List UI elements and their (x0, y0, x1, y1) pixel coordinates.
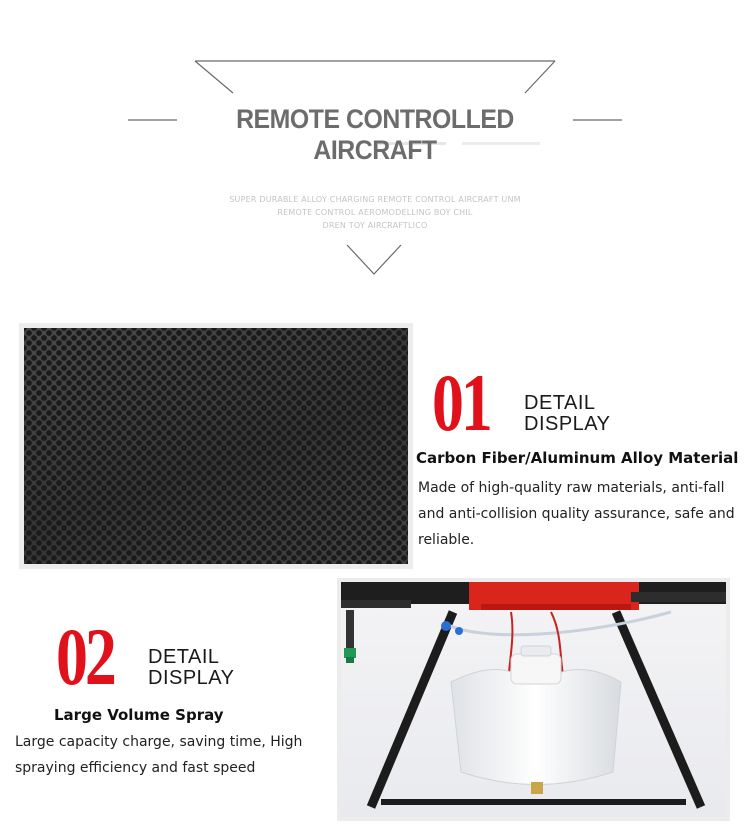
section-number-01: 01 (432, 357, 490, 448)
section-number-02: 02 (56, 611, 114, 702)
subtitle-line-1: SUPER DURABLE ALLOY CHARGING REMOTE CONTROL AIRCRAFT UNM (229, 195, 521, 204)
top-frame-line-right (525, 61, 555, 93)
body-line: reliable. (418, 532, 475, 548)
body-line: Made of high-quality raw materials, anti-fall (418, 480, 725, 496)
section-title-02: Large Volume Spray (54, 706, 224, 724)
section-body-01 (418, 475, 748, 553)
bottom-chevron (347, 245, 401, 274)
carbon-fiber-image (19, 323, 413, 569)
drone-illustration (341, 582, 726, 817)
detail-label-01: DETAIL (524, 392, 596, 414)
display-label-01: DISPLAY (524, 413, 611, 435)
subtitle-line-3: DREN TOY AIRCRAFTLICO (322, 221, 428, 230)
body-line: and anti-collision quality assurance, safe and (418, 506, 735, 522)
drone-spray-tank-photo (337, 578, 730, 821)
section-body-02 (15, 729, 335, 781)
top-frame-line (195, 61, 233, 93)
display-label-02: DISPLAY (148, 667, 235, 689)
body-line: Large capacity charge, saving time, High (15, 734, 303, 750)
subtitle-line-2: REMOTE CONTROL AEROMODELLING BOY CHIL (277, 208, 473, 217)
body-line: spraying efficiency and fast speed (15, 760, 256, 776)
page-title: REMOTE CONTROLLED AIRCRAFT (236, 104, 514, 165)
carbon-fiber-texture (24, 328, 408, 564)
detail-label-02: DETAIL (148, 646, 220, 668)
section-title-01: Carbon Fiber/Aluminum Alloy Material (416, 449, 739, 467)
